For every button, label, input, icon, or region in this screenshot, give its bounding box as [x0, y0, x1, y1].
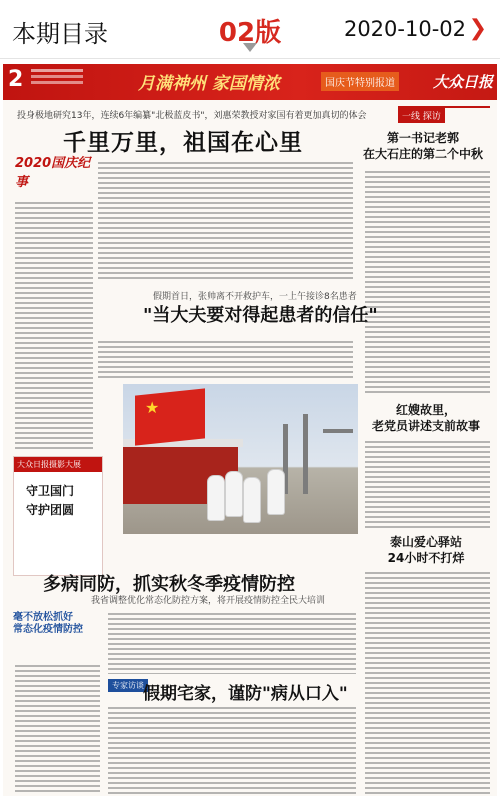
headline1-kicker: 投身极地研究13年，连续6年编纂"北极蓝皮书"，刘惠荣教授对家国有着更加真切的体会 [17, 111, 367, 121]
edition-selector[interactable]: 02版 [218, 18, 282, 48]
epidemic-column-title: 毫不放松抓好 常态化疫情防控 [13, 612, 83, 635]
right-article-title-1[interactable]: 第一书记老郭 在大石庄的第二个中秋 [362, 131, 483, 161]
epidemic-column-tag [13, 612, 101, 658]
frontline-visit-tag: 一线 探访 [398, 108, 445, 123]
national-flag [135, 388, 205, 445]
page-banner [3, 64, 497, 100]
photo-exhibition-title-line2: 守护团圆 [26, 503, 75, 517]
expert-interview-tag: 专家访谈 [108, 679, 148, 692]
news-photo[interactable] [123, 384, 358, 534]
frontline-visit-header [398, 106, 490, 123]
article-text-block [365, 438, 490, 528]
newspaper-page[interactable] [3, 64, 497, 796]
headline-4[interactable]: 假期宅家，谨防"病从口入" [143, 684, 348, 704]
headline3-subtitle: 我省调整优化常态化防控方案，将开展疫情防控全民大培训 [91, 596, 326, 606]
photo-exhibition-title-line1: 守卫国门 [26, 484, 75, 498]
special-report-label: 国庆节特别报道 [321, 72, 399, 91]
column-tag-2020 [15, 152, 93, 192]
article-text-block [365, 569, 490, 794]
pipeline [303, 414, 308, 494]
caret-down-icon[interactable] [243, 43, 257, 52]
headline-3[interactable]: 多病同防，抓实秋冬季疫情防控 [43, 574, 295, 595]
chevron-right-icon[interactable]: ❯ [468, 16, 487, 41]
newspaper-logo: 大众日报 [433, 73, 494, 91]
issue-date[interactable]: 2020-10-02 [343, 17, 466, 41]
photo-exhibition-header: 大众日报摄影大展 [14, 457, 102, 472]
photo-exhibition-box[interactable] [13, 456, 103, 576]
column-tag-title: 2020国庆纪事 [15, 156, 91, 190]
headline-1[interactable]: 千里万里，祖国在心里 [63, 130, 303, 156]
article-text-block [108, 610, 356, 674]
top-navigation-bar [0, 0, 500, 59]
page-meta-text [31, 69, 83, 72]
banner-slogan: 月满神州 家国情浓 [138, 74, 280, 94]
article-text-block [98, 338, 353, 380]
table-of-contents-button[interactable]: 本期目录 [12, 20, 108, 48]
worker-figure [244, 478, 260, 522]
headline2-subtitle: 假期首日，张帅离不开救护车，一上午接诊8名患者 [153, 292, 357, 302]
right-article-title-3[interactable]: 泰山爱心驿站 24小时不打烊 [387, 535, 465, 565]
article-text-block [15, 199, 93, 449]
worker-figure [208, 476, 224, 520]
flag-star-icon: ★ [145, 398, 160, 417]
article-text-block [15, 662, 100, 794]
headline-2[interactable]: "当大夫要对得起患者的信任" [143, 305, 378, 326]
article-text-block [365, 168, 490, 394]
pipeline [323, 429, 353, 433]
article-text-block [98, 159, 353, 281]
article-text-block [108, 704, 356, 794]
worker-figure [268, 470, 284, 514]
right-article-title-2[interactable]: 红嫂故里， 老党员讲述支前故事 [371, 403, 480, 433]
worker-figure [226, 472, 242, 516]
page-number: 2 [8, 67, 24, 92]
